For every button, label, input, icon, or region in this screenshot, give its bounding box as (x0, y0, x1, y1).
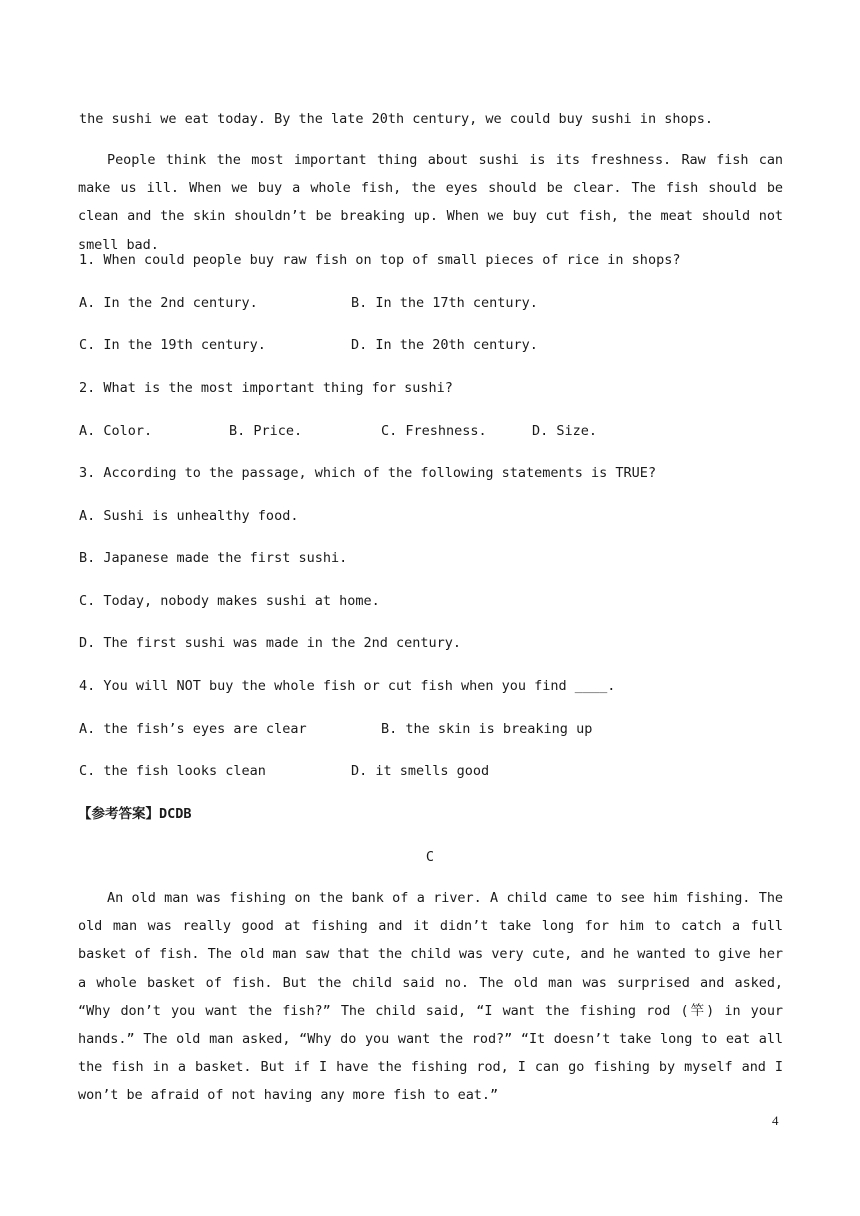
question-3-option-d: D. The first sushi was made in the 2nd century. (79, 635, 462, 651)
passage-c-paragraph: An old man was fishing on the bank of a river. A child came to see him fishing. The old man was really good at fishing and it didn’t take long for him to catch a full basket of fish. The old man saw that the child was very cute, and he wanted to give her a whole basket of fish. But the child said no. The old man was surprised and asked, “Why don’t you want the fish?” The child said, “I want the fishing rod (竿) in your hands.” The old man asked, “Why do you want the rod?” “It doesn’t take long to eat all the fish in a basket. But if I have the fishing rod, I can go fishing by myself and I won’t be afraid of not having any more fish to eat.” (78, 890, 783, 1104)
question-3-option-a: A. Sushi is unhealthy food. (79, 508, 299, 524)
passage-c-letter: C (425, 849, 435, 865)
question-4-option-b: B. the skin is breaking up (381, 721, 593, 737)
answer-key-label: 【参考答案】 (78, 806, 159, 822)
question-3-option-b: B. Japanese made the first sushi. (79, 550, 348, 566)
question-4-option-a: A. the fish’s eyes are clear (79, 721, 307, 737)
page-number: 4 (772, 1113, 779, 1128)
question-1-option-d: D. In the 20th century. (351, 337, 538, 353)
passage-b-continuation: the sushi we eat today. By the late 20th century, we could buy sushi in shops. (79, 111, 713, 127)
question-2-stem: 2. What is the most important thing for sushi? (79, 380, 453, 396)
question-4-option-d: D. it smells good (351, 763, 490, 779)
question-2-option-a: A. Color. (79, 423, 153, 439)
question-1-option-a: A. In the 2nd century. (79, 295, 258, 311)
question-2-option-b: B. Price. (229, 423, 303, 439)
answer-key-value: DCDB (159, 806, 192, 822)
question-2-option-d: D. Size. (532, 423, 598, 439)
question-2-option-c: C. Freshness. (381, 423, 487, 439)
question-1-option-b: B. In the 17th century. (351, 295, 538, 311)
question-1-option-c: C. In the 19th century. (79, 337, 266, 353)
question-4-option-c: C. the fish looks clean (79, 763, 266, 779)
question-1-stem: 1. When could people buy raw fish on top of small pieces of rice in shops? (79, 252, 681, 268)
passage-b-paragraph: People think the most important thing about sushi is its freshness. Raw fish can make us ill. When we buy a whole fish, the eyes should be clear. The fish should be clean and the skin shouldn’t be breaking up. When we buy cut fish, the meat should not smell bad. (78, 152, 783, 253)
question-4-stem: 4. You will NOT buy the whole fish or cut fish when you find ____. (79, 678, 616, 694)
question-3-stem: 3. According to the passage, which of the following statements is TRUE? (79, 465, 657, 481)
question-3-option-c: C. Today, nobody makes sushi at home. (79, 593, 380, 609)
answer-key (78, 804, 192, 824)
